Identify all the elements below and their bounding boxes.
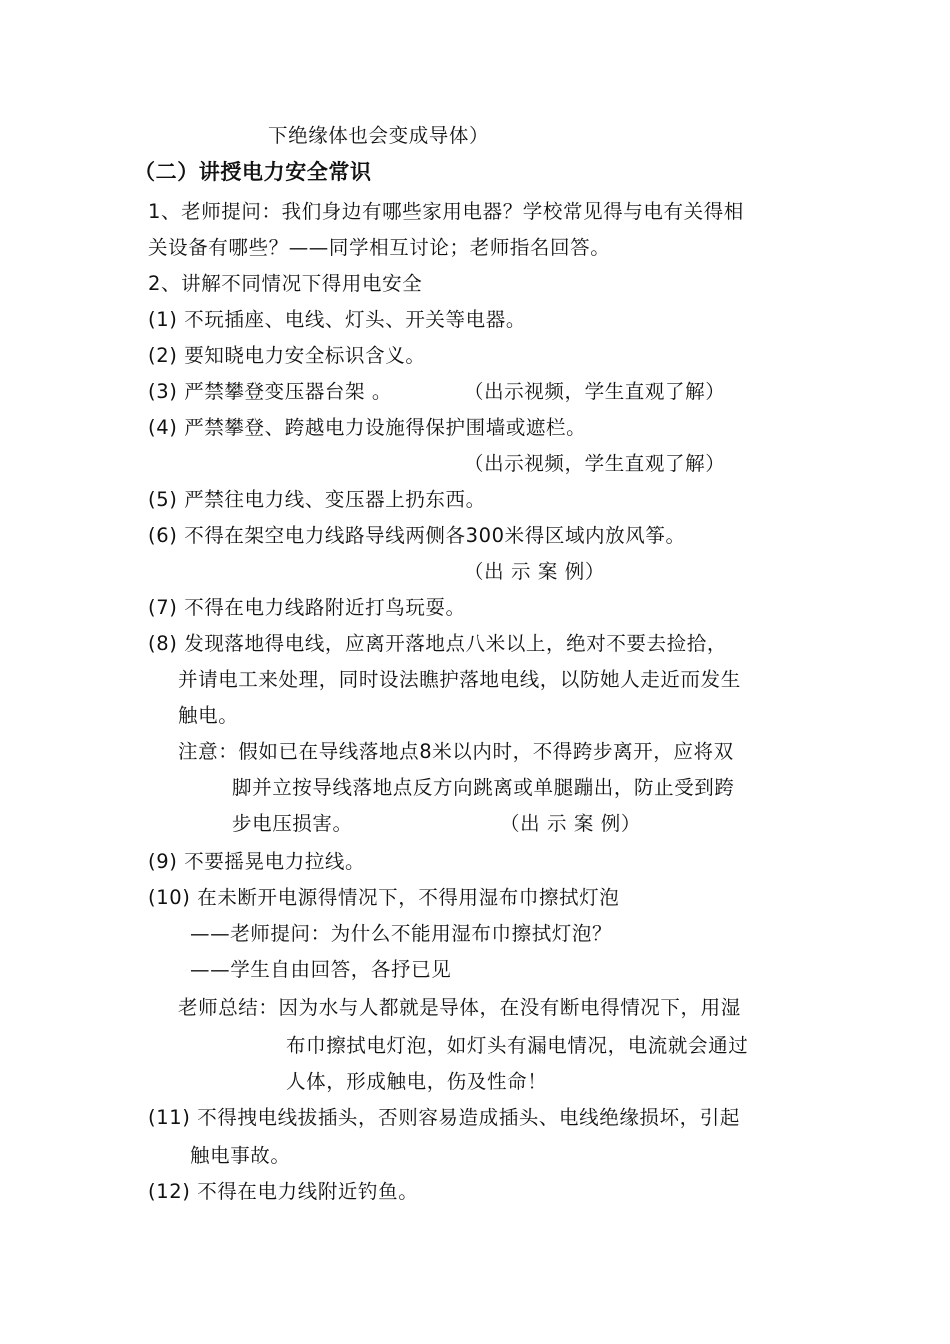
list-item: (5) 严禁往电力线、变压器上扔东西。	[148, 488, 486, 511]
media-note: （出 示 案 例）	[464, 560, 605, 583]
list-item: (10) 在未断开电源得情况下，不得用湿布巾擦拭灯泡	[148, 886, 620, 909]
text-line: 触电事故。	[190, 1144, 291, 1167]
text-line: 1、老师提问：我们身边有哪些家用电器？学校常见得与电有关得相	[148, 200, 744, 223]
list-item: (9) 不要摇晃电力拉线。	[148, 850, 366, 873]
list-item: (3) 严禁攀登变压器台架 。	[148, 380, 393, 403]
note-line: 脚并立按导线落地点反方向跳离或单腿蹦出，防止受到跨	[232, 776, 735, 799]
list-item: (2) 要知晓电力安全标识含义。	[148, 344, 426, 367]
text-line: 并请电工来处理，同时设法瞧护落地电线，以防她人走近而发生	[178, 668, 741, 691]
list-item: (4) 严禁攀登、跨越电力设施得保护围墙或遮栏。	[148, 416, 587, 439]
text-line: ——学生自由回答，各抒已见	[190, 958, 452, 981]
summary-line: 老师总结：因为水与人都就是导体，在没有断电得情况下，用湿	[178, 996, 741, 1019]
summary-line: 人体，形成触电，伤及性命！	[286, 1070, 548, 1093]
text-line: 关设备有哪些？——同学相互讨论；老师指名回答。	[148, 236, 611, 259]
note-line: 步电压损害。	[232, 812, 353, 835]
list-item: (11) 不得拽电线拔插头，否则容易造成插头、电线绝缘损坏，引起	[148, 1106, 740, 1129]
summary-line: 布巾擦拭电灯泡，如灯头有漏电情况，电流就会通过	[286, 1034, 749, 1057]
list-item: (6) 不得在架空电力线路导线两侧各300米得区域内放风筝。	[148, 524, 686, 547]
text-line: ——老师提问：为什么不能用湿布巾擦拭灯泡？	[190, 922, 613, 945]
list-item: (8) 发现落地得电线，应离开落地点八米以上，绝对不要去捡拾，	[148, 632, 727, 655]
note-line: 注意：假如已在导线落地点8米以内时，不得跨步离开，应将双	[178, 740, 734, 763]
list-item: (12) 不得在电力线附近钓鱼。	[148, 1180, 419, 1203]
text-line: 触电。	[178, 704, 239, 727]
section-heading: （二）讲授电力安全常识	[134, 160, 372, 184]
media-note: （出 示 案 例）	[500, 812, 641, 835]
text-line: 下绝缘体也会变成导体）	[268, 124, 490, 147]
media-note: （出示视频，学生直观了解）	[464, 380, 726, 403]
media-note: （出示视频，学生直观了解）	[464, 452, 726, 475]
text-line: 2、讲解不同情况下得用电安全	[148, 272, 423, 295]
list-item: (1) 不玩插座、电线、灯头、开关等电器。	[148, 308, 526, 331]
list-item: (7) 不得在电力线路附近打鸟玩耍。	[148, 596, 466, 619]
